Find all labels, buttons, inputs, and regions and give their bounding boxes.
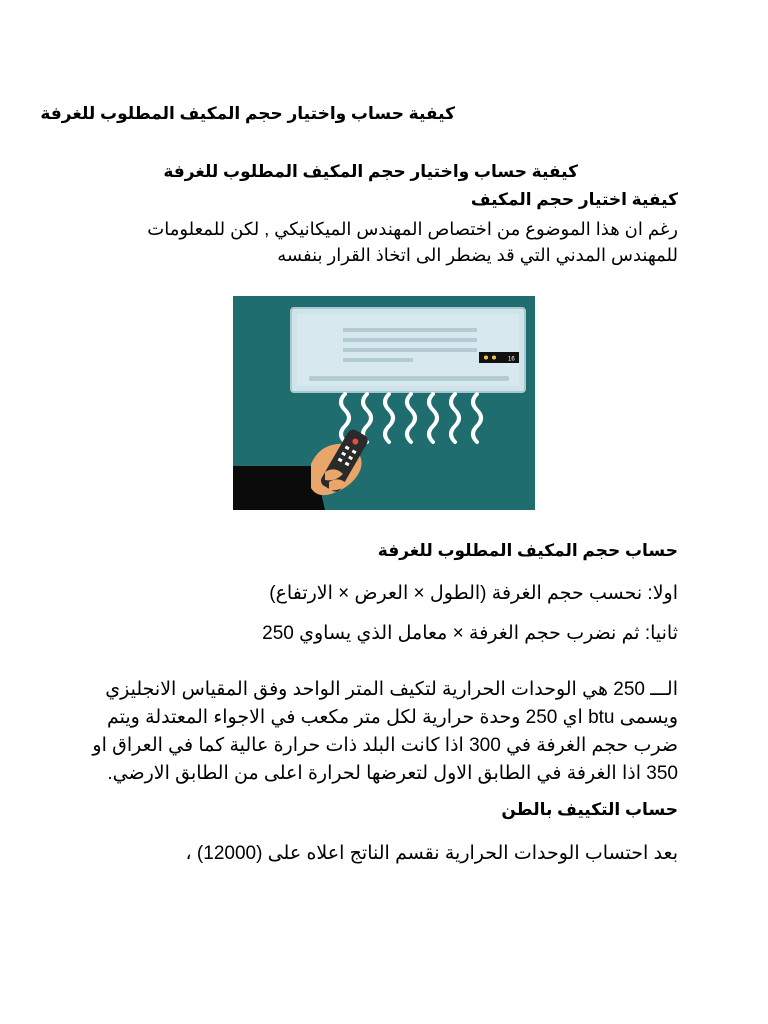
step-one: اولا: نحسب حجم الغرفة (الطول × العرض × الارتفاع)	[269, 583, 678, 604]
step-two: ثانيا: ثم نضرب حجم الغرفة × معامل الذي يساوي 250	[262, 623, 678, 644]
document-subtitle: كيفية حساب واختيار حجم المكيف المطلوب للغرفة	[163, 162, 578, 181]
btu-paragraph	[92, 676, 678, 788]
tons-paragraph: بعد احتساب الوحدات الحرارية نقسم الناتج اعلاه على (12000) ،	[185, 843, 678, 864]
ac-temperature-readout: 16	[508, 356, 515, 363]
section-heading-room-size: حساب حجم المكيف المطلوب للغرفة	[377, 541, 678, 560]
page-title: كيفية حساب واختيار حجم المكيف المطلوب للغرفة	[40, 104, 455, 123]
intro-line: للمهندس المدني التي قد يضطر الى اتخاذ القرار بنفسه	[277, 245, 678, 265]
paragraph-line: ويسمى btu اي 250 وحدة حرارية لكل متر مكعب في الاجواء المعتدلة ويتم	[107, 707, 678, 728]
paragraph-line: 350 اذا الغرفة في الطابق الاول لتعرضها لحرارة اعلى من الطابق الارضي.	[107, 763, 678, 784]
paragraph-line: ضرب حجم الغرفة في 300 اذا كانت البلد ذات حرارة عالية كما في العراق او	[92, 735, 678, 756]
intro-line: رغم ان هذا الموضوع من اختصاص المهندس الميكانيكي , لكن للمعلومات	[147, 219, 678, 239]
subheading: كيفية اختيار حجم المكيف	[470, 190, 678, 209]
intro-paragraph	[147, 216, 678, 268]
paragraph-line: الـــ 250 هي الوحدات الحرارية لتكيف المتر الواحد وفق المقياس الانجليزي	[105, 679, 678, 700]
air-conditioner-illustration	[233, 296, 535, 510]
section-heading-tons: حساب التكييف بالطن	[501, 800, 678, 819]
